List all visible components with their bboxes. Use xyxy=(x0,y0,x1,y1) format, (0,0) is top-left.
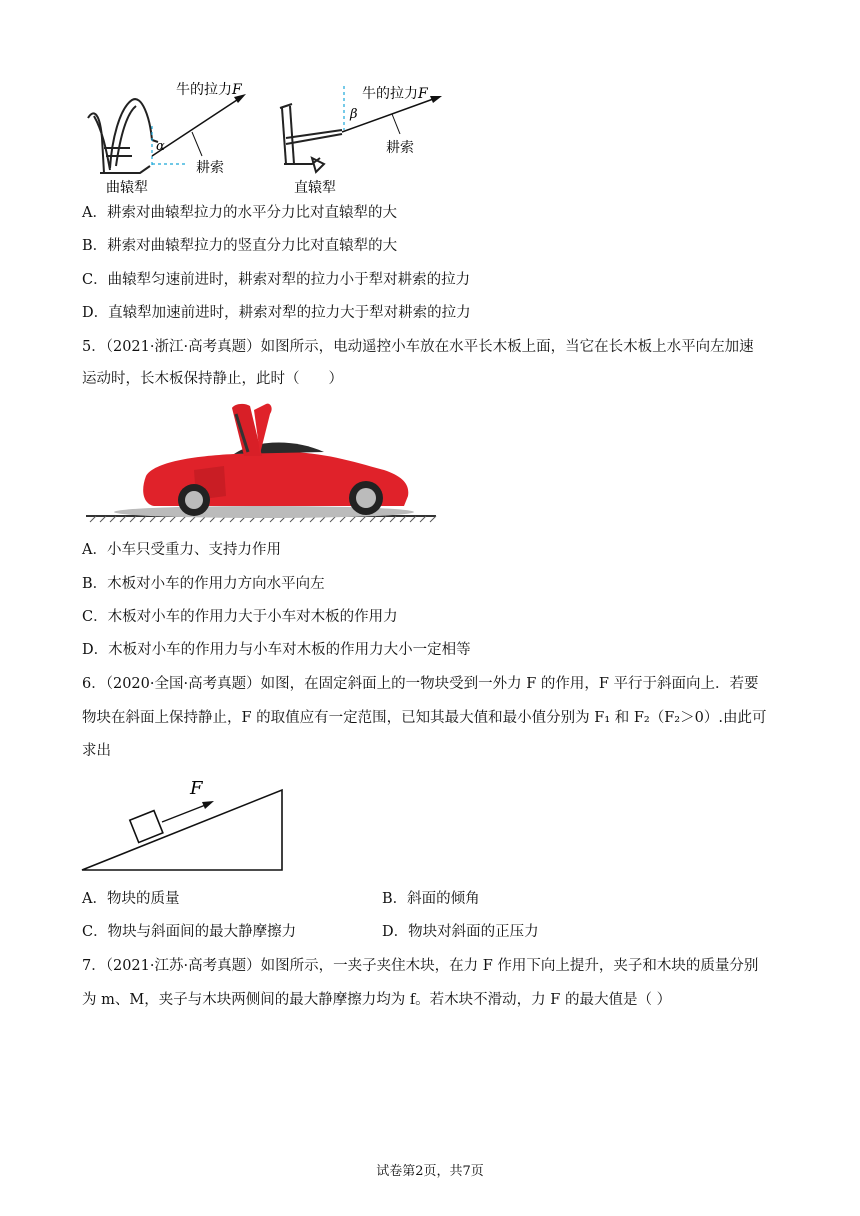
q6-option-c: C．物块与斜面间的最大静摩擦力 xyxy=(82,924,297,940)
block xyxy=(130,811,163,843)
q5-option-b: B．木板对小车的作用力方向水平向左 xyxy=(82,576,325,592)
alpha-label: α xyxy=(156,139,165,154)
q7-stem-line1: 7．（2021·江苏·高考真题）如图所示，一夹子夹住木块，在力 F 作用下向上提升，夹子和木块的质量分别 xyxy=(82,958,759,974)
q6-option-a: A．物块的质量 xyxy=(82,891,180,907)
force-label-1: 牛的拉力F xyxy=(176,82,242,98)
q4-option-b: B．耕索对曲辕犁拉力的竖直分力比对直辕犁的大 xyxy=(82,238,398,254)
q4-option-a: A．耕索对曲辕犁拉力的水平分力比对直辕犁的大 xyxy=(82,205,397,221)
q4-option-c: C．曲辕犁匀速前进时，耕索对犁的拉力小于犁对耕索的拉力 xyxy=(82,272,471,288)
rope-label-1: 耕索 xyxy=(196,160,224,176)
q7-stem-line2: 为 m、M，夹子与木块两侧间的最大静摩擦力均为 f。若木块不滑动，力 F 的最大值是（ ） xyxy=(82,992,672,1008)
force-label-2: 牛的拉力F xyxy=(362,86,428,102)
straight-plow-label: 直辕犁 xyxy=(294,180,336,196)
red-car-figure xyxy=(84,400,440,524)
page-footer: 试卷第2页，共7页 xyxy=(376,1164,484,1179)
rope-label-2: 耕索 xyxy=(386,140,414,156)
straight-plow-drawing xyxy=(280,104,342,172)
q5-option-a: A．小车只受重力、支持力作用 xyxy=(82,542,281,558)
force-label-f: F xyxy=(190,778,203,799)
q6-option-b: B．斜面的倾角 xyxy=(382,891,480,907)
q6-stem-line2: 物块在斜面上保持静止，F 的取值应有一定范围，已知其最大值和最小值分别为 F₁ 和 F₂（F₂＞0）.由此可 xyxy=(82,710,767,726)
q5-stem-line1: 5．（2021·浙江·高考真题）如图所示，电动遥控小车放在水平长木板上面，当它在长木板上水平向左加速 xyxy=(82,339,754,355)
q6-stem-line1: 6．（2020·全国·高考真题）如图，在固定斜面上的一物块受到一外力 F 的作用，F 平行于斜面向上．若要 xyxy=(82,676,759,692)
curved-plow-drawing xyxy=(88,99,158,173)
curved-plow-label: 曲辕犁 xyxy=(106,180,148,196)
rope-1 xyxy=(152,98,240,156)
force-arrow xyxy=(162,804,208,822)
q6-option-d: D．物块对斜面的正压力 xyxy=(382,924,539,940)
incline-figure xyxy=(80,774,290,874)
q5-stem-line2: 运动时，长木板保持静止，此时（ ） xyxy=(82,371,343,387)
q4-option-d: D．直辕犁加速前进时，耕索对犁的拉力大于犁对耕索的拉力 xyxy=(82,305,471,321)
force-arrowhead-2 xyxy=(430,96,442,103)
q5-option-d: D．木板对小车的作用力与小车对木板的作用力大小一定相等 xyxy=(82,642,471,658)
incline xyxy=(82,790,282,870)
plow-figure xyxy=(80,78,460,198)
beta-label: β xyxy=(350,107,358,122)
q6-stem-line3: 求出 xyxy=(82,743,111,759)
q5-option-c: C．木板对小车的作用力大于小车对木板的作用力 xyxy=(82,609,398,625)
